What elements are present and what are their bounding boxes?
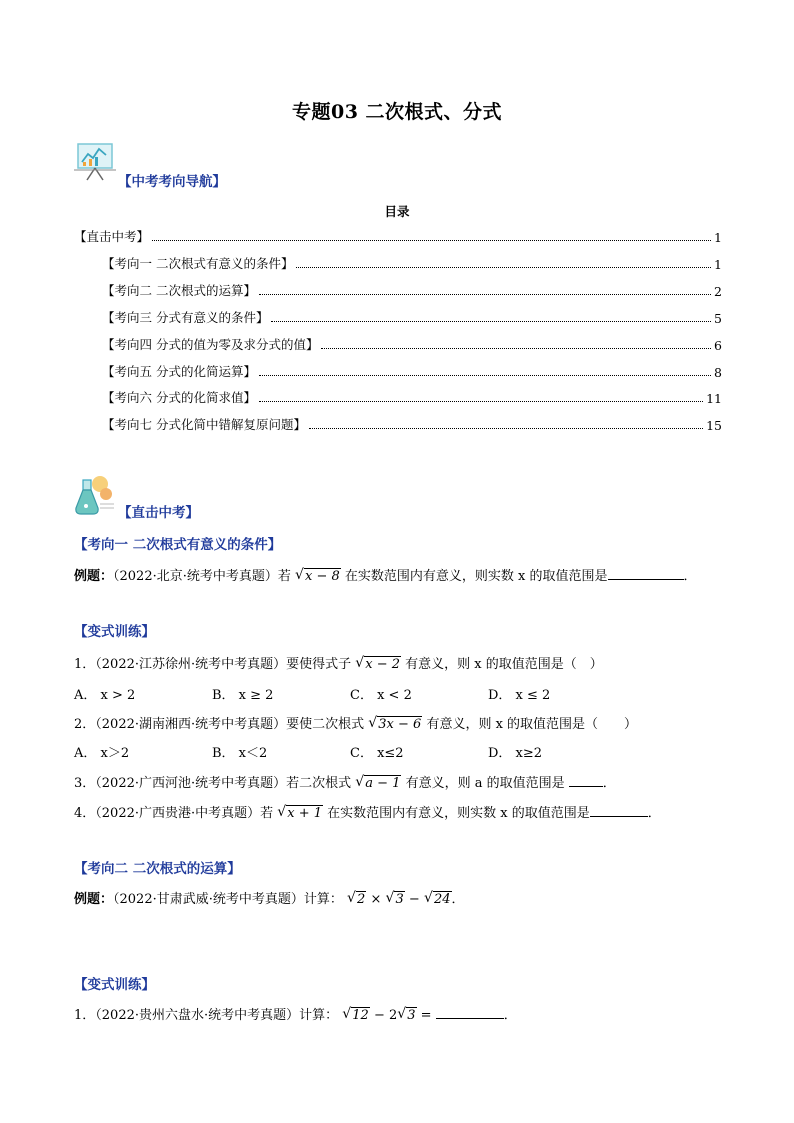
toc-entry-label: 【考向五 分式的化简运算】 <box>102 364 256 379</box>
topic2-heading: 【考向二 二次根式的运算】 <box>74 861 241 877</box>
radical-expression: √ 3x − 6 <box>368 717 422 732</box>
toc-entry-page: 1 <box>714 257 722 272</box>
toc-leader <box>321 347 711 349</box>
topic1-example: 例题：（2022·北京·统考中考真题）若 √ x − 8 在实数范围内有意义，则实数 x 的取值范围是 ． <box>74 565 697 584</box>
toc-entry-page: 1 <box>714 230 722 245</box>
toc-entry[interactable] <box>102 281 722 299</box>
example-text: 在实数范围内有意义，则实数 x 的取值范围是 <box>344 569 608 584</box>
choice-c[interactable]: C． x≤2 <box>350 746 404 761</box>
toc-entry[interactable] <box>102 362 722 380</box>
practice-heading: 【变式训练】 <box>74 624 155 640</box>
practice-heading: 【变式训练】 <box>74 977 155 993</box>
toc-entry-page: 8 <box>714 365 722 380</box>
question-1: 1．（2022·贵州六盘水·统考中考真题）计算： √ 12 − 2√ 3 = ． <box>74 1004 517 1023</box>
choice-b[interactable]: B． x＜2 <box>212 746 268 761</box>
toc-entry-page: 6 <box>714 338 722 353</box>
toc-leader <box>296 266 711 268</box>
radical-expression: √ 12 <box>342 1008 370 1023</box>
answer-blank[interactable] <box>590 804 648 817</box>
toc-leader <box>271 320 711 322</box>
toc-leader <box>152 239 711 241</box>
answer-blank[interactable] <box>569 774 603 787</box>
toc-entry[interactable] <box>102 308 722 326</box>
toc-entry-page: 2 <box>714 284 722 299</box>
toc-entry-label: 【考向二 二次根式的运算】 <box>102 283 256 298</box>
presentation-board-icon <box>74 140 118 182</box>
question-1: 1．（2022·江苏徐州·统考中考真题）要使得式子 √ x − 2 有意义，则 x 的取值范围是（ ） <box>74 653 603 672</box>
choice-d[interactable]: D． x ≤ 2 <box>488 688 551 703</box>
toc-leader <box>259 293 711 295</box>
radical-expression: √ 3 <box>397 1008 416 1023</box>
radical-expression: √ x + 1 <box>277 806 323 821</box>
page-title: 专题03 二次根式、分式 <box>291 101 503 123</box>
toc-entry-label: 【考向六 分式的化简求值】 <box>102 390 256 405</box>
radical-expression: √ 24 <box>424 892 452 907</box>
toc-entry-label: 【考向四 分式的值为零及求分式的值】 <box>102 337 319 352</box>
choice-b[interactable]: B． x ≥ 2 <box>212 688 274 703</box>
choice-a[interactable]: A． x > 2 <box>74 688 136 703</box>
example-source: （2022·北京·统考中考真题）若 <box>113 569 291 584</box>
toc-entry[interactable] <box>102 388 722 406</box>
toc-leader <box>259 374 711 376</box>
radical-expression: √ x − 8 <box>295 569 341 584</box>
answer-blank[interactable] <box>608 567 684 580</box>
toc-entry-page: 11 <box>706 391 722 406</box>
toc-entry-label: 【直击中考】 <box>74 229 150 244</box>
toc-leader <box>259 400 703 402</box>
toc-entry-label: 【考向七 分式化简中错解复原问题】 <box>102 417 306 432</box>
toc-entry-page: 15 <box>706 418 722 433</box>
radical-expression: √ a − 1 <box>355 776 401 791</box>
toc-entry[interactable] <box>74 227 722 245</box>
section-heading: 【直击中考】 <box>118 505 199 521</box>
toc-leader <box>309 427 703 429</box>
topic2-example: 例题：（2022·甘肃武威·统考中考真题）计算： √ 2 × √ 3 − √ 24． <box>74 888 465 907</box>
question-2: 2．（2022·湖南湘西·统考中考真题）要使二次根式 √ 3x − 6 有意义，则 x 的取值范围是（ ） <box>74 713 637 732</box>
toc-entry[interactable] <box>102 254 722 272</box>
question-4: 4．（2022·广西贵港·中考真题）若 √ x + 1 在实数范围内有意义，则实数 x 的取值范围是 ． <box>74 802 661 821</box>
nav-heading: 【中考考向导航】 <box>118 174 226 190</box>
chemistry-flask-icon <box>72 474 116 520</box>
choice-a[interactable]: A． x＞2 <box>74 746 130 761</box>
toc-entry-page: 5 <box>714 311 722 326</box>
topic1-heading: 【考向一 二次根式有意义的条件】 <box>74 537 282 553</box>
question-3: 3．（2022·广西河池·统考中考真题）若二次根式 √ a − 1 有意义，则 a 的取值范围是 ． <box>74 772 616 791</box>
toc-entry[interactable] <box>102 415 722 433</box>
toc-entry[interactable] <box>102 335 722 353</box>
choice-c[interactable]: C． x < 2 <box>350 688 412 703</box>
radical-expression: √ 2 <box>347 892 366 907</box>
answer-blank[interactable] <box>436 1006 504 1019</box>
example-label: 例题： <box>74 569 114 584</box>
toc-heading: 目录 <box>384 204 410 219</box>
toc-entry-label: 【考向一 二次根式有意义的条件】 <box>102 256 294 271</box>
example-label: 例题： <box>74 892 114 907</box>
choice-d[interactable]: D． x≥2 <box>488 746 543 761</box>
radical-expression: √ x − 2 <box>355 657 401 672</box>
radical-expression: √ 3 <box>385 892 404 907</box>
toc-entry-label: 【考向三 分式有意义的条件】 <box>102 310 269 325</box>
